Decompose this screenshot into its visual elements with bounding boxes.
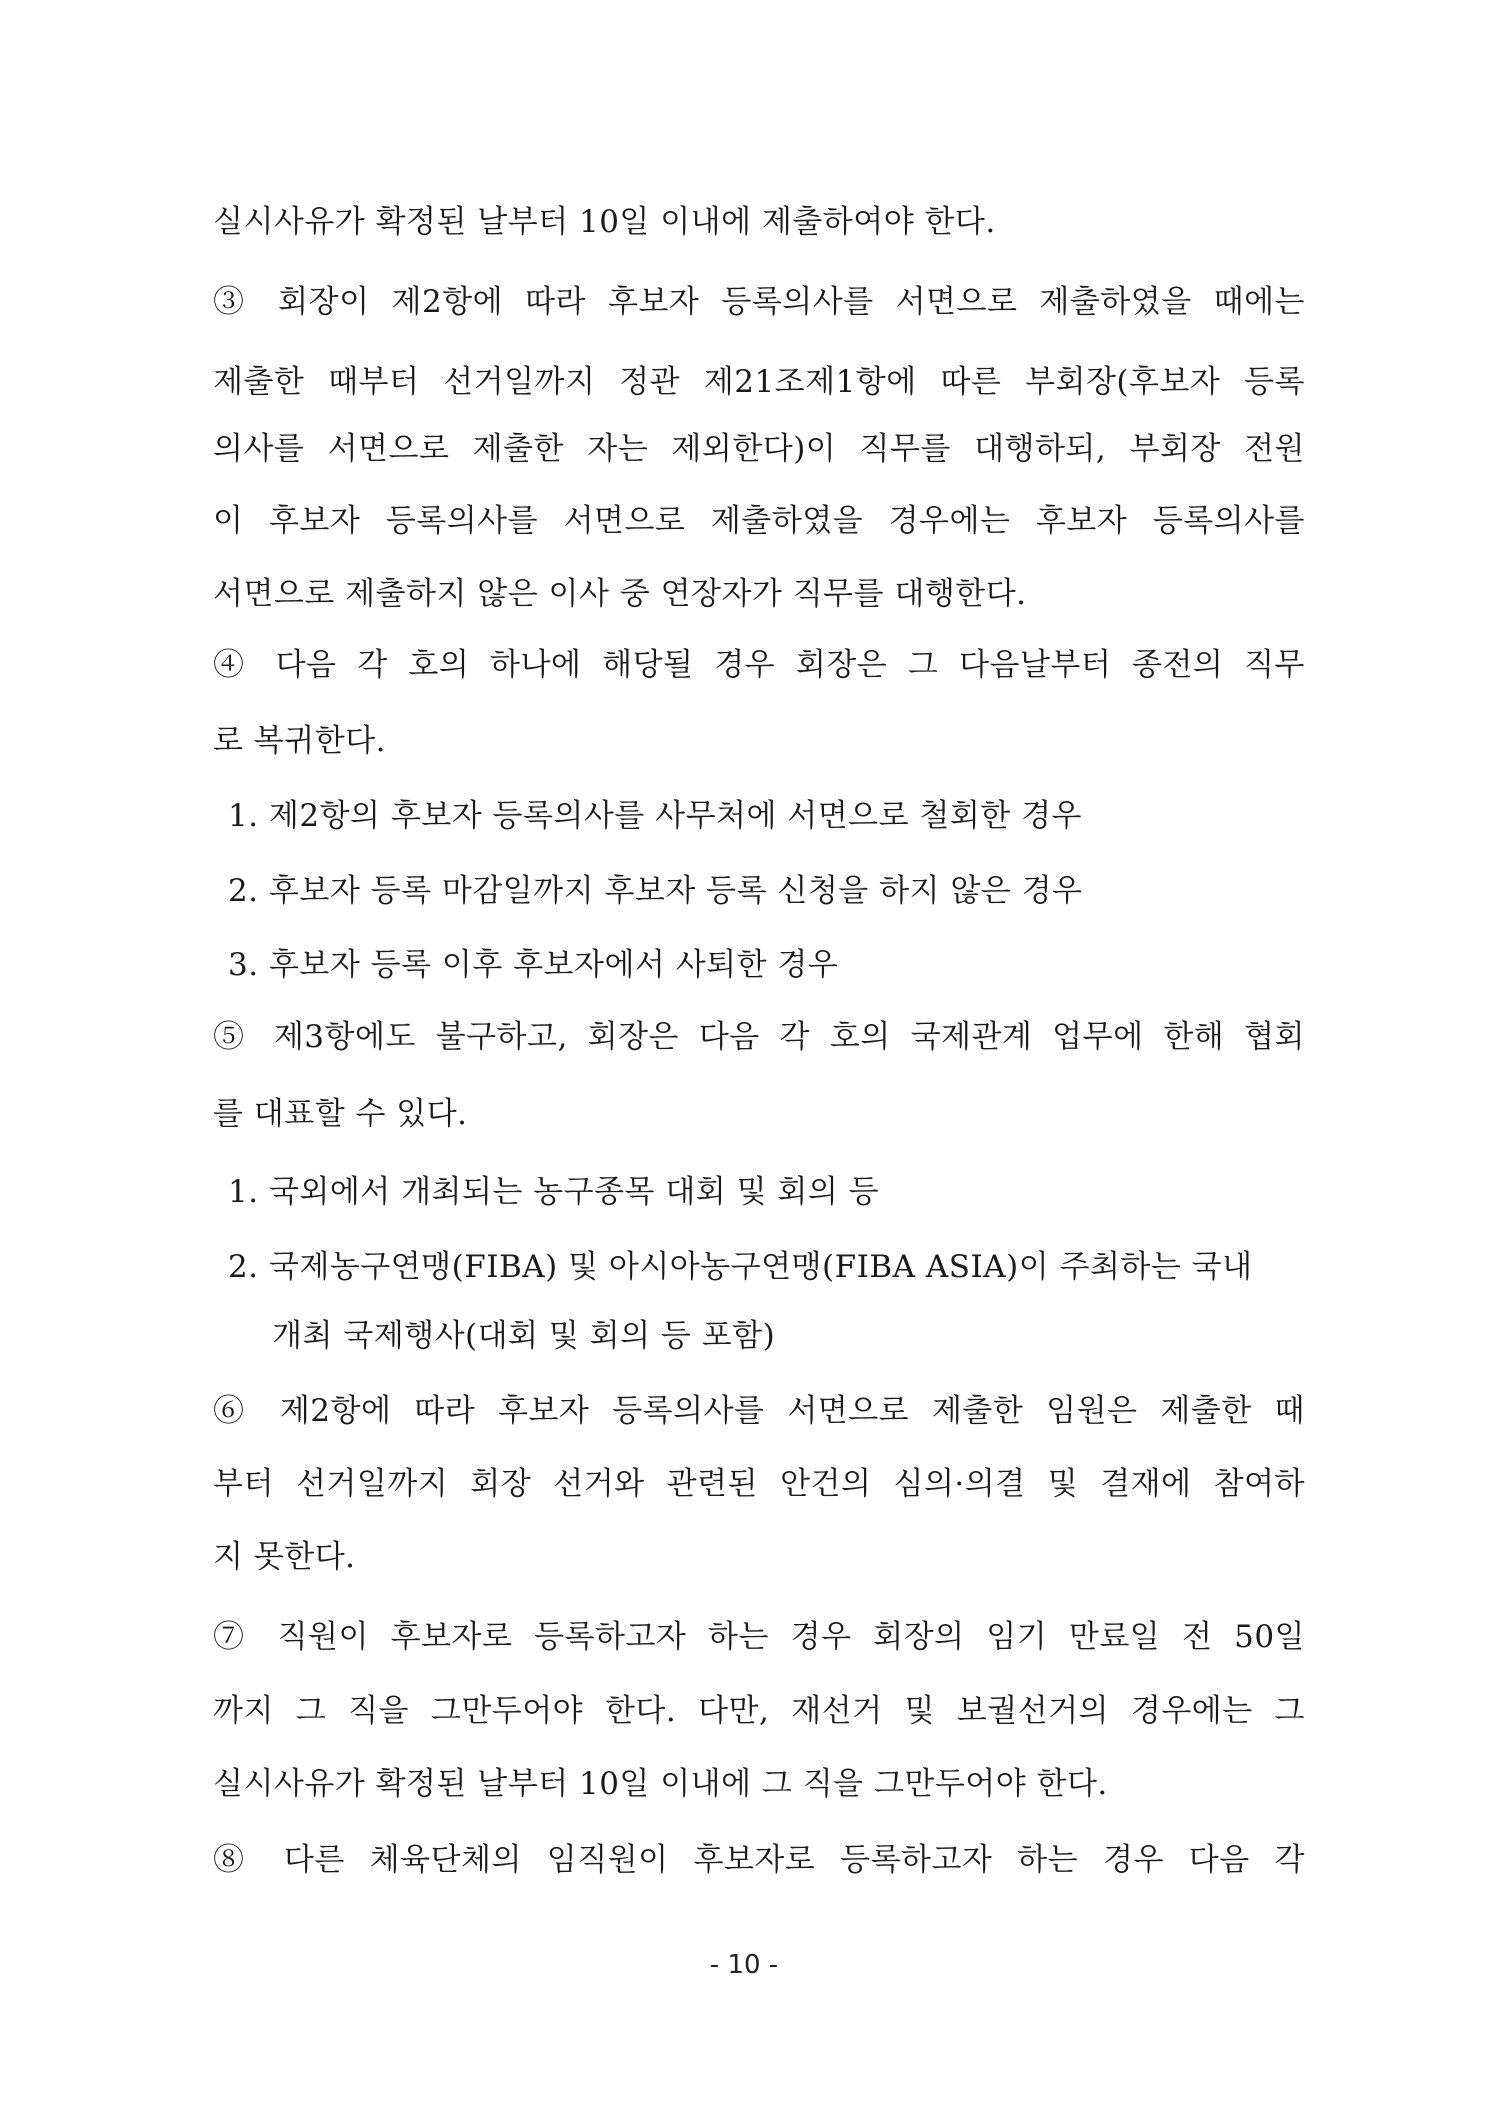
list-item-2: 2. 후보자 등록 마감일까지 후보자 등록 신청을 하지 않은 경우 bbox=[228, 873, 1083, 909]
text-line-13: 를 대표할 수 있다. bbox=[213, 1096, 468, 1132]
text-line-20: ⑦ 직원이 후보자로 등록하고자 하는 경우 회장의 임기 만료일 전 50일 bbox=[213, 1619, 1305, 1655]
text-line-7: ④ 다음 각 호의 하나에 해당될 경우 회장은 그 다음날부터 종전의 직무 bbox=[213, 647, 1305, 683]
list-item-5: 2. 국제농구연맹(FIBA) 및 아시아농구연맹(FIBA ASIA)이 주최하는 국내 bbox=[228, 1249, 1253, 1285]
text-line-12: ⑤ 제3항에도 불구하고, 회장은 다음 각 호의 국제관계 업무에 한해 협회 bbox=[213, 1019, 1305, 1055]
text-line-5: 이 후보자 등록의사를 서면으로 제출하였을 경우에는 후보자 등록의사를 bbox=[213, 503, 1305, 539]
text-line-17: ⑥ 제2항에 따라 후보자 등록의사를 서면으로 제출한 임원은 제출한 때 bbox=[213, 1393, 1305, 1429]
text-line-22: 실시사유가 확정된 날부터 10일 이내에 그 직을 그만두어야 한다. bbox=[213, 1766, 1108, 1802]
text-line-1: 실시사유가 확정된 날부터 10일 이내에 제출하여야 한다. bbox=[213, 204, 996, 240]
text-line-8: 로 복귀한다. bbox=[213, 723, 386, 759]
list-item-4: 1. 국외에서 개최되는 농구종목 대회 및 회의 등 bbox=[228, 1174, 880, 1210]
list-item-5-continuation: 개최 국제행사(대회 및 회의 등 포함) bbox=[272, 1318, 776, 1354]
text-line-3: 제출한 때부터 선거일까지 정관 제21조제1항에 따른 부회장(후보자 등록 bbox=[213, 364, 1305, 400]
list-item-3: 3. 후보자 등록 이후 후보자에서 사퇴한 경우 bbox=[228, 947, 839, 983]
list-item-1: 1. 제2항의 후보자 등록의사를 사무처에 서면으로 철회한 경우 bbox=[228, 798, 1082, 834]
text-line-2: ③ 회장이 제2항에 따라 후보자 등록의사를 서면으로 제출하였을 때에는 bbox=[213, 284, 1305, 320]
text-line-23: ⑧ 다른 체육단체의 임직원이 후보자로 등록하고자 하는 경우 다음 각 bbox=[213, 1842, 1305, 1878]
text-line-4: 의사를 서면으로 제출한 자는 제외한다)이 직무를 대행하되, 부회장 전원 bbox=[213, 431, 1305, 467]
page-number: - 10 - bbox=[709, 1950, 779, 1980]
text-line-21: 까지 그 직을 그만두어야 한다. 다만, 재선거 및 보궐선거의 경우에는 그 bbox=[213, 1693, 1305, 1729]
text-line-18: 부터 선거일까지 회장 선거와 관련된 안건의 심의·의결 및 결재에 참여하 bbox=[213, 1466, 1305, 1502]
text-line-6: 서면으로 제출하지 않은 이사 중 연장자가 직무를 대행한다. bbox=[213, 576, 1027, 612]
text-line-19: 지 못한다. bbox=[213, 1539, 356, 1575]
